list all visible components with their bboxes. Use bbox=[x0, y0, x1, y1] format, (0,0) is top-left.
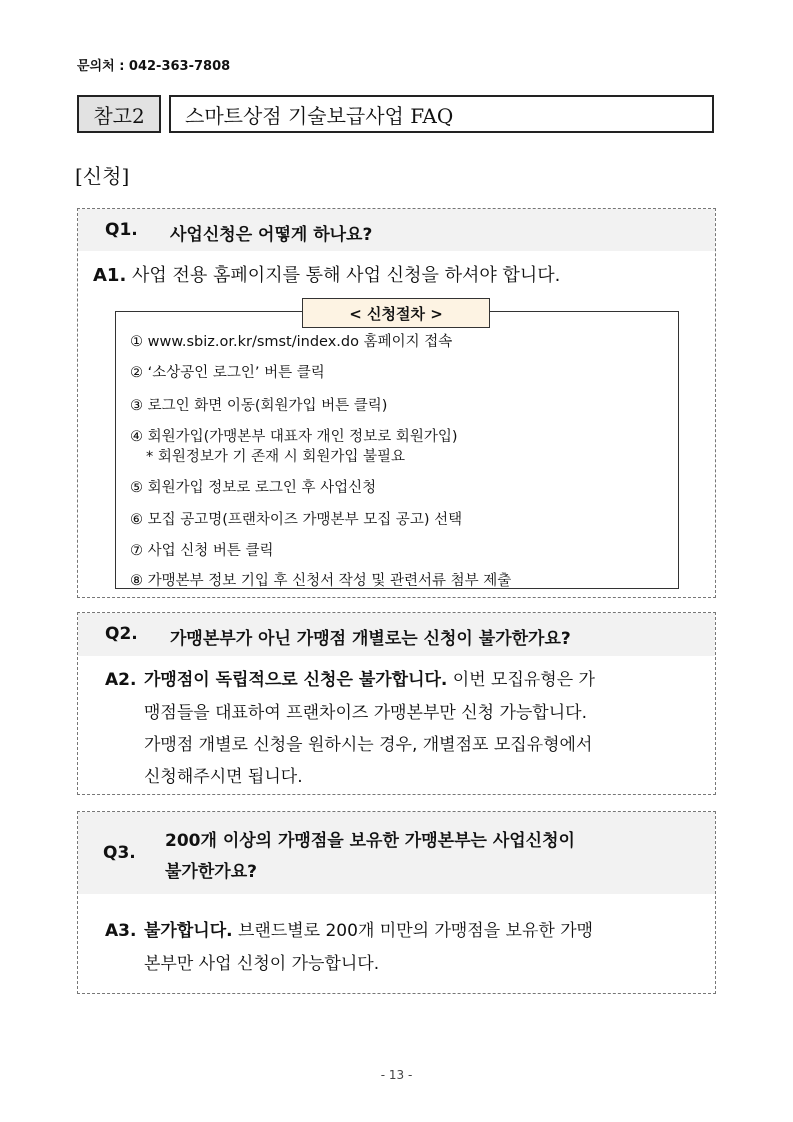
procedure-step: ⑤ 회원가입 정보로 로그인 후 사업신청 bbox=[130, 480, 377, 496]
faq-q1-number: Q1. bbox=[105, 220, 138, 240]
faq-q2-question: 가맹본부가 아닌 가맹점 개별로는 신청이 불가한가요? bbox=[170, 629, 571, 649]
faq-q3-answer-line: 본부만 사업 신청이 가능합니다. bbox=[144, 954, 380, 974]
faq-q3-answer-line bbox=[144, 915, 593, 947]
faq-q3-question-line: 불가한가요? bbox=[165, 862, 257, 882]
reference-label: 참고2 bbox=[77, 95, 161, 133]
faq-q2-answer-bold: 가맹점이 독립적으로 신청은 불가합니다. bbox=[144, 670, 448, 690]
faq-q2-answer-line bbox=[144, 664, 595, 696]
procedure-step: ① www.sbiz.or.kr/smst/index.do 홈페이지 접속 bbox=[130, 334, 453, 350]
procedure-step: ⑧ 가맹본부 정보 기입 후 신청서 작성 및 관련서류 첨부 제출 bbox=[130, 573, 512, 589]
faq-q1-answer bbox=[93, 260, 560, 292]
faq-q2-number: Q2. bbox=[105, 624, 138, 644]
procedure-step: ② ‘소상공인 로그인’ 버튼 클릭 bbox=[130, 365, 325, 381]
procedure-step: ③ 로그인 화면 이동(회원가입 버튼 클릭) bbox=[130, 398, 388, 414]
faq-q3-number: Q3. bbox=[103, 843, 136, 863]
faq-q1-question: 사업신청은 어떻게 하나요? bbox=[170, 225, 373, 245]
procedure-title: < 신청절차 > bbox=[302, 298, 490, 328]
faq-q3-answer-number: A3. bbox=[105, 921, 137, 941]
faq-q2-answer-number: A2. bbox=[105, 670, 137, 690]
page-number: - 13 - bbox=[380, 1068, 413, 1082]
faq-q1-answer-text: 사업 전용 홈페이지를 통해 사업 신청을 하셔야 합니다. bbox=[132, 265, 561, 286]
procedure-step-note: * 회원정보가 기 존재 시 회원가입 불필요 bbox=[146, 449, 406, 465]
section-title: [신청] bbox=[75, 164, 130, 188]
faq-q3-answer-bold: 불가합니다. bbox=[144, 921, 233, 941]
procedure-step: ⑦ 사업 신청 버튼 클릭 bbox=[130, 543, 274, 559]
faq-q2-answer-text: 이번 모집유형은 가 bbox=[447, 670, 595, 690]
procedure-step: ④ 회원가입(가맹본부 대표자 개인 정보로 회원가입) bbox=[130, 429, 458, 445]
faq-q2-answer-line: 가맹점 개별로 신청을 원하시는 경우, 개별점포 모집유형에서 bbox=[144, 735, 593, 755]
document-title: 스마트상점 기술보급사업 FAQ bbox=[169, 95, 714, 133]
contact-info: 문의처 : 042-363-7808 bbox=[77, 59, 231, 74]
procedure-step: ⑥ 모집 공고명(프랜차이즈 가맹본부 모집 공고) 선택 bbox=[130, 512, 463, 528]
faq-q3-answer-text: 브랜드별로 200개 미만의 가맹점을 보유한 가맹 bbox=[232, 921, 594, 941]
faq-q1-answer-number: A1. bbox=[93, 265, 127, 286]
faq-q2-answer-line: 맹점들을 대표하여 프랜차이즈 가맹본부만 신청 가능합니다. bbox=[144, 703, 587, 723]
faq-q2-answer-line: 신청해주시면 됩니다. bbox=[144, 767, 303, 787]
faq-q3-question-line: 200개 이상의 가맹점을 보유한 가맹본부는 사업신청이 bbox=[165, 831, 575, 851]
